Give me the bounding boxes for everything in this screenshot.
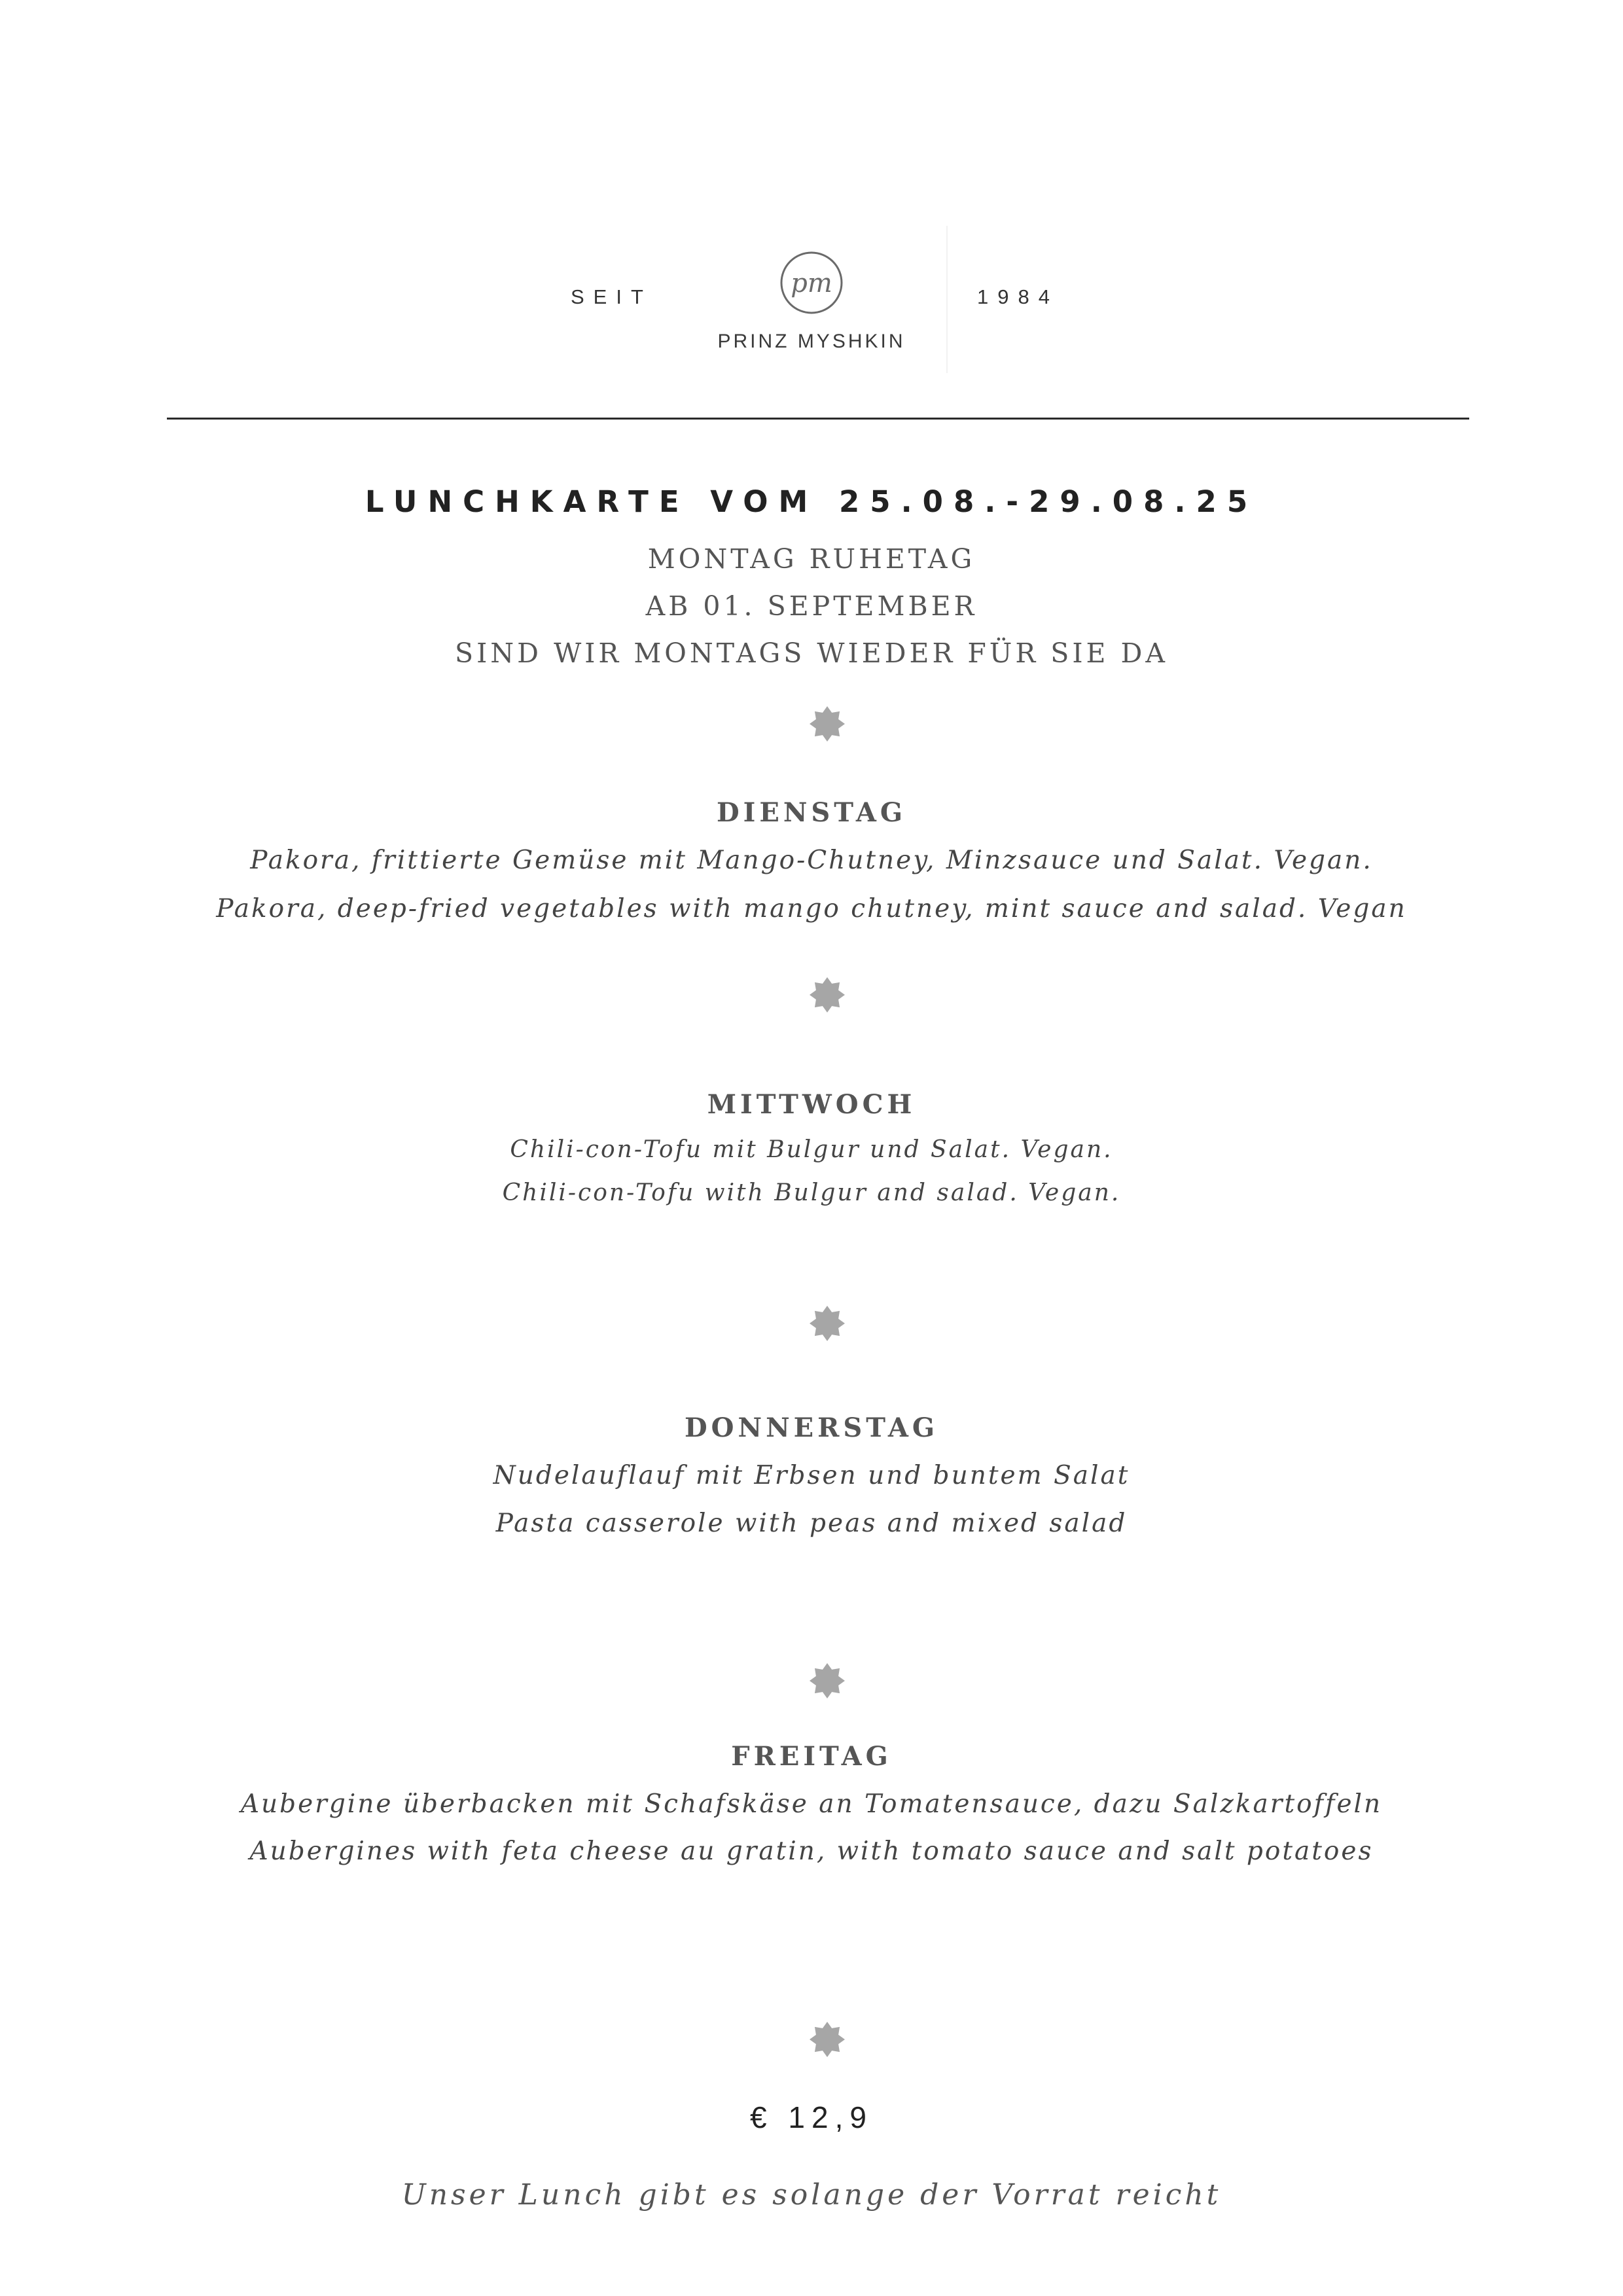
header-rule <box>167 418 1469 420</box>
footer-note: Unser Lunch gibt es solange der Vorrat reicht <box>401 2178 1222 2212</box>
day-title-freitag: FREITAG <box>731 1741 892 1772</box>
since-label: SEIT <box>571 285 652 308</box>
logo-monogram: pm <box>791 268 832 298</box>
eight-point-star-icon <box>809 977 846 1013</box>
dish-de-dienstag: Pakora, frittierte Gemüse mit Mango-Chutney, Minzsauce und Salat. Vegan. <box>250 846 1373 875</box>
day-title-donnerstag: DONNERSTAG <box>684 1412 939 1443</box>
dish-de-donnerstag: Nudelauflauf mit Erbsen und buntem Salat <box>493 1461 1130 1490</box>
since-year: 1984 <box>977 285 1059 308</box>
dish-de-mittwoch: Chili-con-Tofu mit Bulgur und Salat. Vegan. <box>510 1136 1113 1163</box>
eight-point-star-icon <box>809 2021 846 2058</box>
price: € 12,9 <box>750 2100 873 2134</box>
dish-en-dienstag: Pakora, deep-fried vegetables with mango chutney, mint sauce and salad. Vegan <box>216 894 1407 924</box>
dish-en-mittwoch: Chili-con-Tofu with Bulgur and salad. Vegan. <box>502 1179 1121 1206</box>
dish-en-freitag: Aubergines with feta cheese au gratin, with tomato sauce and salt potatoes <box>249 1837 1374 1866</box>
pm-monogram-logo-icon <box>772 246 851 325</box>
day-title-dienstag: DIENSTAG <box>716 797 907 828</box>
dish-en-donnerstag: Pasta casserole with peas and mixed salad <box>495 1509 1128 1538</box>
dish-de-freitag: Aubergine überbacken mit Schafskäse an Tomatensauce, dazu Salzkartoffeln <box>240 1789 1383 1819</box>
day-title-mittwoch: MITTWOCH <box>707 1089 916 1120</box>
eight-point-star-icon <box>809 1305 846 1342</box>
notice-line-2: AB 01. SEPTEMBER <box>645 590 978 622</box>
eight-point-star-icon <box>809 1662 846 1699</box>
menu-title: LUNCHKARTE VOM 25.08.-29.08.25 <box>365 484 1258 519</box>
notice-line-3: SIND WIR MONTAGS WIEDER FÜR SIE DA <box>455 637 1168 669</box>
eight-point-star-icon <box>809 706 846 742</box>
header-divider <box>946 226 948 373</box>
brand-name: PRINZ MYSHKIN <box>717 331 906 352</box>
notice-line-1: MONTAG RUHETAG <box>647 543 976 575</box>
